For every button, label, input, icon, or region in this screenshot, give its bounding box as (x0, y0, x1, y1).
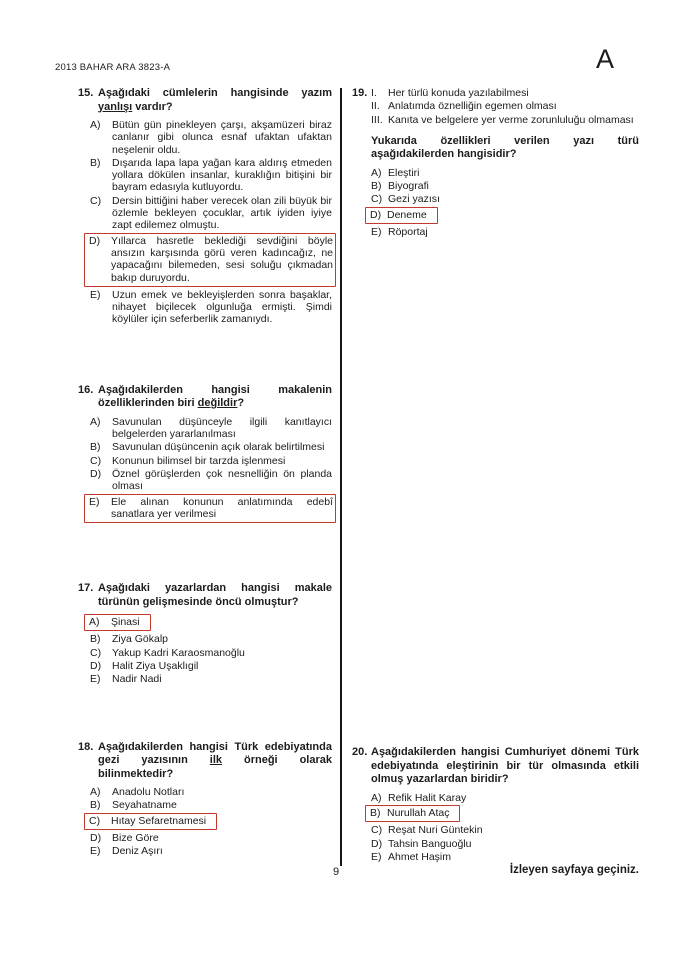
question-18 (78, 741, 332, 858)
option-row (90, 157, 332, 194)
option-row (90, 786, 332, 798)
option-letter: E) (90, 288, 101, 301)
footer-note: İzleyen sayfaya geçiniz. (509, 864, 639, 876)
option-text: Bize Göre (112, 832, 159, 844)
roman-numeral: III. (371, 113, 383, 126)
option-letter: D) (90, 467, 102, 480)
question-number: 15. (78, 87, 94, 99)
marked-answer-option (84, 233, 336, 287)
question-stem: Aşağıdakilerden hangisi makalenin özelliklerinden biri değildir? (98, 383, 332, 410)
right-column (352, 87, 639, 864)
option-row (90, 289, 332, 326)
option-letter: C) (89, 814, 101, 827)
question-number: 17. (78, 582, 94, 595)
option-row (90, 633, 332, 645)
option-text: Öznel görüşlerden çok nesnelliğin ön planda olması (112, 467, 332, 493)
options-list (78, 786, 332, 857)
option-row (90, 845, 332, 857)
option-letter: B) (370, 807, 381, 820)
option-row (90, 119, 332, 156)
page-number: 9 (333, 866, 340, 878)
option-row (90, 455, 332, 467)
question-stem: Aşağıdakilerden hangisi Türk edebiyatında gezi yazısının ilk örneği olarak bilinmektedir? (98, 740, 332, 780)
question-19 (352, 87, 639, 238)
option-text: Yıllarca hasretle beklediği sevdiğini böyle ansızın karşısında görü veren kadıncağız, ne yapacağını bilemeden, sesi soluğu çıkmadan bakıp duruyordu. (111, 234, 333, 284)
option-text: Şinasi (111, 616, 140, 629)
option-letter: C) (371, 824, 383, 837)
premise-row: II. Anlatımda öznelliğin egemen olması (371, 100, 557, 113)
option-text: Halit Ziya Uşaklıgil (112, 660, 199, 673)
option-text: Gezi yazısı (388, 193, 440, 206)
question-20 (352, 746, 639, 863)
column-divider (340, 88, 342, 866)
option-text: Uzun emek ve bekleyişlerden sonra başaklar, nihayet biçilecek olgunluğa ermişti. Şimdi köylüler için seferberlik zamanıydı. (112, 288, 332, 326)
option-text: Eleştiri (388, 166, 420, 179)
option-letter: E) (371, 226, 382, 239)
option-row (90, 647, 332, 659)
option-letter: C) (90, 194, 102, 207)
option-text: Bütün gün pinekleyen çarşı, akşamüzeri biraz canlanır gibi olunca esnaf ufaktan ufaktan neşelenir oldu. (112, 119, 332, 156)
question-stem: Aşağıdaki yazarlardan hangisi makale türünün gelişmesinde öncü olmuştur? (98, 582, 332, 608)
option-text: Nadir Nadi (112, 673, 162, 686)
option-letter: B) (371, 180, 382, 193)
option-text: Nurullah Ataç (387, 807, 450, 820)
option-text: Ziya Gökalp (112, 633, 169, 646)
marked-answer-option (84, 813, 217, 830)
option-row (90, 832, 332, 844)
option-letter: B) (90, 799, 101, 812)
roman-numeral: I. (371, 87, 377, 99)
option-text: Röportaj (388, 226, 428, 239)
question-number: 16. (78, 383, 94, 396)
question-number: 18. (78, 740, 94, 753)
option-letter: D) (90, 832, 102, 844)
numbered-premises (371, 87, 639, 127)
exam-code: 2013 BAHAR ARA 3823-A (55, 62, 171, 73)
option-row (90, 673, 332, 685)
option-text: Dışarıda lapa lapa yağan kara aldırış etmeden yollara dökülen insanlar, kuraklığın bitişini bir bayram edasıyla kutluyordu. (112, 156, 332, 194)
option-text: Deneme (387, 208, 427, 221)
option-text: Anadolu Notları (112, 786, 185, 799)
options-list (352, 167, 639, 238)
option-row (90, 660, 332, 672)
left-column (78, 87, 332, 859)
question-stem: Aşağıdaki cümlelerin hangisinde yazım yanlışı vardır? (98, 87, 332, 113)
option-row (371, 226, 639, 238)
option-letter: E) (90, 845, 101, 858)
question-stem: Aşağıdakilerden hangisi Cumhuriyet dönemi Türk edebiyatında eleştirinin bir tür olmasında etkili olmuş yazarlardan biridir? (371, 746, 639, 786)
premise-row: I. Her türlü konuda yazılabilmesi (371, 87, 529, 99)
question-number: 19. (352, 87, 368, 99)
options-list (78, 119, 332, 326)
marked-answer-option (365, 805, 460, 822)
option-text: Reşat Nuri Güntekin (388, 824, 483, 837)
option-letter: C) (90, 646, 102, 659)
option-letter: E) (89, 495, 100, 508)
roman-numeral: II. (371, 100, 380, 113)
option-letter: D) (89, 234, 101, 247)
option-row (371, 180, 639, 192)
option-letter: A) (371, 166, 382, 179)
option-letter: B) (90, 633, 101, 646)
option-text: Tahsin Banguoğlu (388, 837, 472, 850)
marked-answer-option (84, 614, 151, 631)
option-text: Konunun bilimsel bir tarzda işlenmesi (112, 454, 286, 467)
option-text: Ele alınan konunun anlatımında edebî sanatlara yer verilmesi (111, 495, 333, 520)
option-text: Refik Halit Karay (388, 791, 467, 804)
option-letter: E) (371, 851, 382, 864)
marked-answer-option (84, 494, 336, 524)
question-15 (78, 87, 332, 326)
option-letter: D) (90, 660, 102, 673)
options-list (78, 416, 332, 523)
option-text: Savunulan düşünceyle ilgili kanıtlayıcı belgelerden yararlanılması (112, 415, 332, 441)
question-stem: Yukarıda özellikleri verilen yazı türü aşağıdakilerden hangisidir? (371, 134, 639, 161)
option-letter: A) (89, 616, 100, 629)
option-row (371, 792, 639, 804)
option-letter: C) (90, 454, 102, 467)
underlined-word: yanlışı (98, 100, 133, 113)
underlined-word: ilk (209, 754, 223, 767)
option-letter: A) (90, 786, 101, 799)
option-text: Ahmet Haşim (388, 851, 452, 864)
option-text: Seyahatname (112, 799, 177, 812)
option-letter: A) (371, 791, 382, 804)
option-row (371, 838, 639, 850)
underlined-word: değildir (197, 397, 238, 410)
question-number: 20. (352, 746, 368, 759)
marked-answer-option (365, 207, 438, 224)
option-letter: A) (90, 119, 101, 131)
options-list (78, 614, 332, 685)
option-letter: D) (370, 208, 382, 221)
option-letter: B) (90, 156, 101, 169)
options-list (352, 792, 639, 863)
option-row (90, 799, 332, 811)
question-16 (78, 384, 332, 523)
option-letter: E) (90, 673, 101, 686)
option-letter: D) (371, 837, 383, 850)
option-text: Hıtay Sefaretnamesi (111, 814, 207, 827)
option-text: Dersin bittiğini haber verecek olan zili büyük bir özlemle bekleyen çocuklar, artık iyiden iyiye zapt edilemez olmuştu. (112, 194, 332, 232)
option-row (90, 416, 332, 441)
option-text: Deniz Aşırı (112, 845, 163, 858)
option-row (90, 441, 332, 453)
option-row (90, 195, 332, 232)
option-letter: B) (90, 441, 101, 454)
option-row (371, 824, 639, 836)
option-letter: A) (90, 415, 101, 428)
option-letter: C) (371, 193, 383, 206)
option-text: Yakup Kadri Karaosmanoğlu (112, 646, 245, 659)
option-row (371, 193, 639, 205)
booklet-letter: A (596, 44, 615, 74)
option-text: Savunulan düşüncenin açık olarak belirtilmesi (112, 441, 325, 454)
option-row (90, 468, 332, 493)
option-row (371, 851, 639, 863)
question-17 (78, 582, 332, 685)
premise-row: III. Kanıta ve belgelere yer verme zorunluluğu olmaması (371, 113, 634, 126)
option-text: Biyografi (388, 180, 429, 193)
option-row (371, 167, 639, 179)
